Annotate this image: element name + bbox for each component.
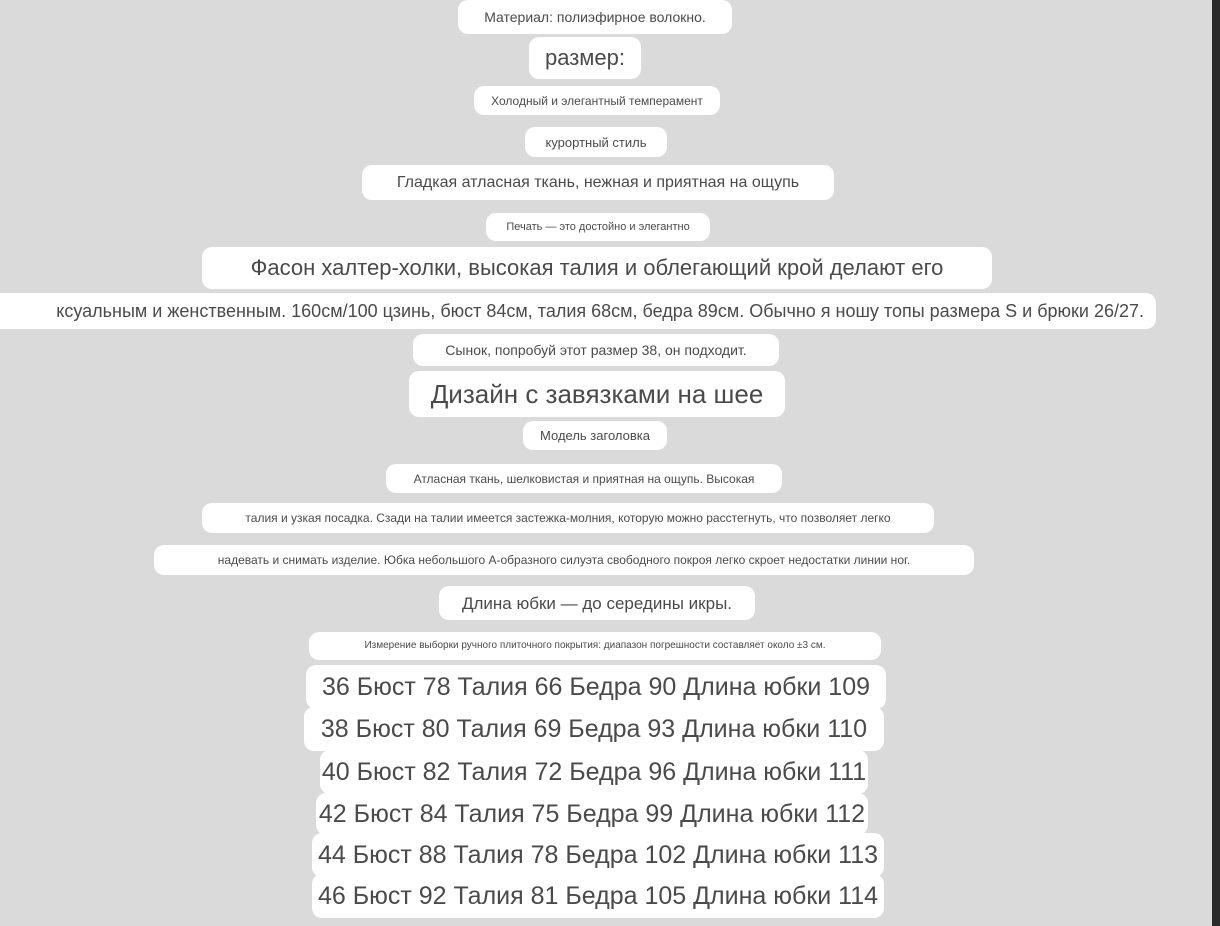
size-row: 38 Бюст 80 Талия 69 Бедра 93 Длина юбки 110 bbox=[304, 707, 884, 751]
line-size-advice: Сынок, попробуй этот размер 38, он подходит. bbox=[413, 334, 779, 366]
size-row: 44 Бюст 88 Талия 78 Бедра 102 Длина юбки 113 bbox=[312, 833, 884, 877]
line-temperament: Холодный и элегантный темперамент bbox=[474, 86, 720, 115]
line-satin-fabric: Гладкая атласная ткань, нежная и приятная на ощупь bbox=[362, 165, 834, 200]
line-neck-tie-design: Дизайн с завязками на шее bbox=[409, 371, 785, 417]
line-title-model: Модель заголовка bbox=[523, 421, 667, 450]
size-row: 40 Бюст 82 Талия 72 Бедра 96 Длина юбки 111 bbox=[320, 750, 868, 794]
line-halter-style: Фасон халтер-холки, высокая талия и облегающий крой делают его bbox=[202, 247, 992, 289]
size-row: 42 Бюст 84 Талия 75 Бедра 99 Длина юбки 112 bbox=[316, 793, 868, 835]
line-measurement-note: Измерение выборки ручного плиточного покрытия: диапазон погрешности составляет около ±3 см. bbox=[309, 632, 881, 660]
line-description-3: надевать и снимать изделие. Юбка небольшого А-образного силуэта свободного покроя легко скроет недостатки линии ног. bbox=[154, 545, 974, 575]
size-row: 46 Бюст 92 Талия 81 Бедра 105 Длина юбки 114 bbox=[312, 874, 884, 918]
line-description-1: Атласная ткань, шелковистая и приятная на ощупь. Высокая bbox=[386, 464, 782, 493]
line-resort-style: курортный стиль bbox=[525, 127, 667, 157]
right-edge-border bbox=[1212, 0, 1220, 926]
line-skirt-length: Длина юбки — до середины икры. bbox=[439, 586, 755, 620]
line-print: Печать — это достойно и элегантно bbox=[486, 213, 710, 241]
line-material: Материал: полиэфирное волокно. bbox=[458, 0, 732, 34]
line-model-measurements: ксуальным и женственным. 160см/100 цзинь, бюст 84см, талия 68см, бедра 89см. Обычно я ношу топы размера S и брюки 26/27. bbox=[0, 293, 1156, 329]
size-row: 36 Бюст 78 Талия 66 Бедра 90 Длина юбки 109 bbox=[306, 665, 886, 709]
line-description-2: талия и узкая посадка. Сзади на талии имеется застежка-молния, которую можно расстегнуть, что позволяет легко bbox=[202, 503, 934, 533]
line-size-heading: размер: bbox=[529, 37, 641, 79]
